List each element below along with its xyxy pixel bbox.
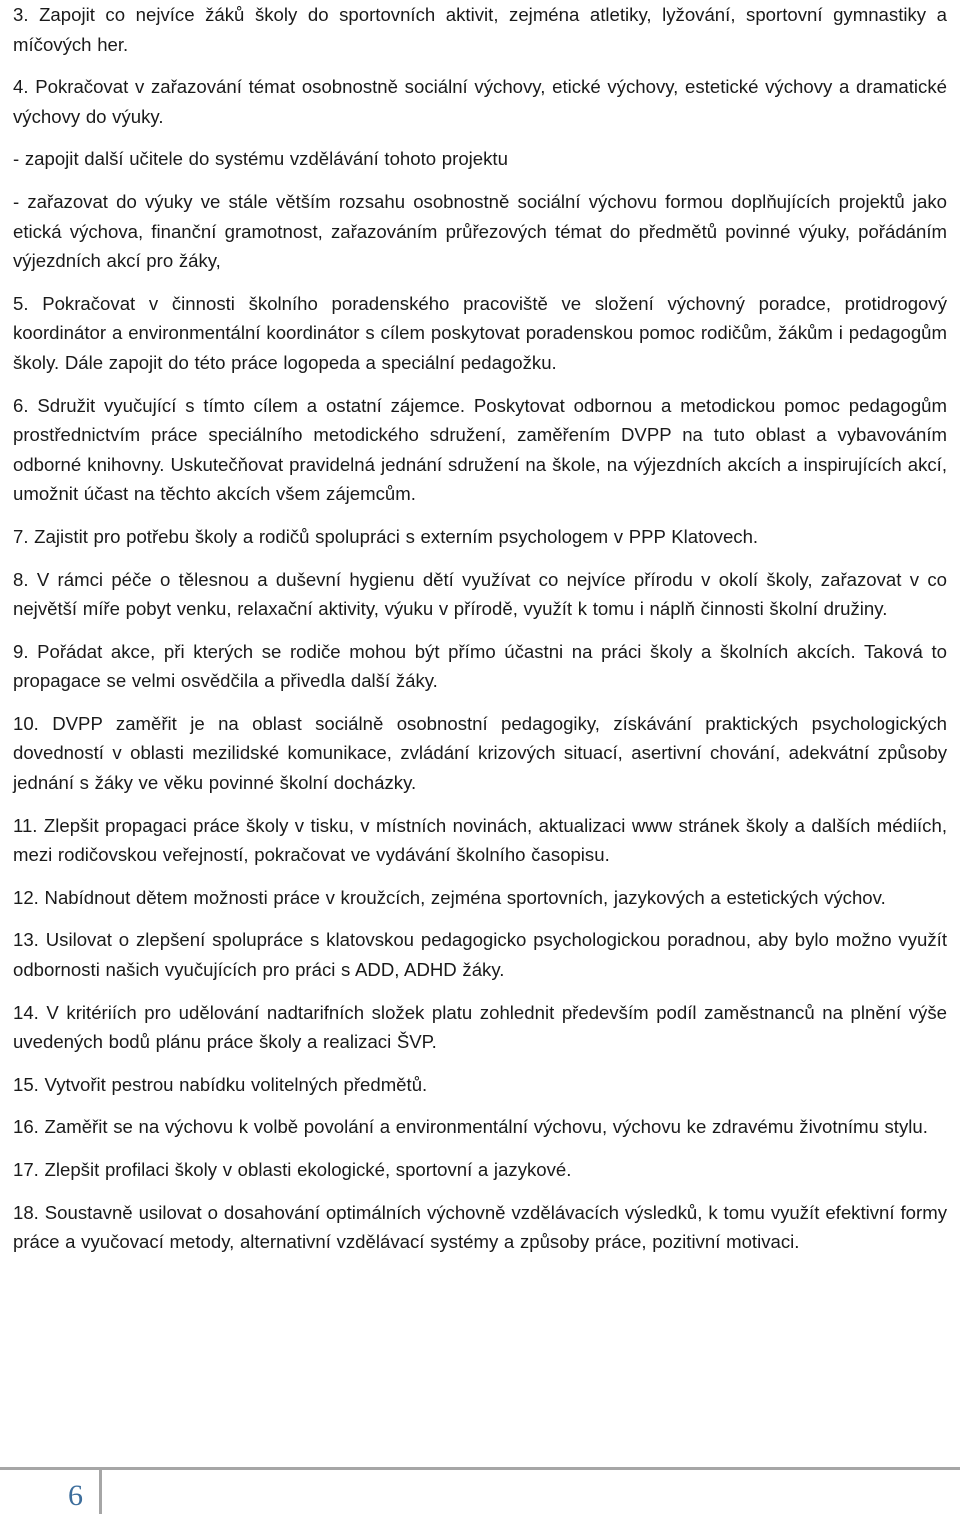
paragraph-item-7: 7. Zajistit pro potřebu školy a rodičů spolupráci s externím psychologem v PPP Klatovech. (13, 525, 759, 547)
paragraph-item-6: 6. Sdružit vyučující s tímto cílem a ostatní zájemce. Poskytovat odbornou a metodickou pomoc pedagogům prostřednictvím práce speciálního metodického sdružení, zaměřením DVPP na tuto oblast a vybavováním odborné knihovny. Uskutečňovat pravidelná jednání sdružení na škole, na výjezdních akcích a inspirujících akcí, umožnit účast na těchto akcích všem zájemcům. (13, 394, 947, 505)
paragraph-item-10: 10. DVPP zaměřit je na oblast sociálně osobnostní pedagogiky, získávání praktických psychologických dovedností v oblasti mezilidské komunikace, zvládání krizových situací, asertivní chování, adekvátní způsoby jednání s žáky ve věku povinné školní docházky. (13, 712, 947, 794)
paragraph-item-16: 16. Zaměřit se na výchovu k volbě povolání a environmentální výchovu, výchovu ke zdravému životnímu stylu. (13, 1116, 928, 1138)
document-body (13, 0, 947, 1257)
paragraph-item-11: 11. Zlepšit propagaci práce školy v tisku, v místních novinách, aktualizaci www stránek školy a dalších médiích, mezi rodičovskou veřejností, pokračovat ve vydávání školního časopisu. (13, 814, 947, 866)
page-number: 6 (68, 1479, 83, 1512)
page-number-divider (99, 1470, 102, 1514)
paragraph-item-15: 15. Vytvořit pestrou nabídku volitelných předmětů. (13, 1073, 428, 1095)
paragraph-item-4-sub-1: - zapojit další učitele do systému vzdělávání tohoto projektu (13, 148, 508, 170)
footer-divider (0, 1467, 960, 1470)
paragraph-item-14: 14. V kritériích pro udělování nadtarifních složek platu zohlednit především podíl zaměstnanců na plnění výše uvedených bodů plánu práce školy a realizaci ŠVP. (13, 1001, 947, 1053)
paragraph-item-4: 4. Pokračovat v zařazování témat osobnostně sociální výchovy, etické výchovy, estetické výchovy a dramatické výchovy do výuky. (13, 76, 947, 127)
paragraph-item-9: 9. Pořádat akce, při kterých se rodiče mohou být přímo účastni na práci školy a školních akcích. Taková to propagace se velmi osvědčila a přivedla další žáky. (13, 640, 947, 692)
paragraph-item-8: 8. V rámci péče o tělesnou a duševní hygienu dětí využívat co nejvíce přírodu v okolí školy, zařazovat v co největší míře pobyt venku, relaxační aktivity, výuku v přírodě, využít k tomu i náplň činnosti školní družiny. (13, 568, 947, 620)
paragraph-item-3: 3. Zapojit co nejvíce žáků školy do sportovních aktivit, zejména atletiky, lyžování, sportovní gymnastiky a míčových her. (13, 4, 947, 55)
paragraph-item-13: 13. Usilovat o zlepšení spolupráce s klatovskou pedagogicko psychologickou poradnou, aby bylo možno využít odbornosti našich vyučujících pro práci s ADD, ADHD žáky. (13, 929, 947, 981)
paragraph-item-18: 18. Soustavně usilovat o dosahování optimálních výchovně vzdělávacích výsledků, k tomu využít efektivní formy práce a vyučovací metody, alternativní vzdělávací systémy a způsoby práce, pozitivní motivaci. (13, 1201, 947, 1253)
paragraph-item-12: 12. Nabídnout dětem možnosti práce v kroužcích, zejména sportovních, jazykových a estetických výchov. (13, 886, 886, 908)
paragraph-item-5: 5. Pokračovat v činnosti školního poradenského pracoviště ve složení výchovný poradce, protidrogový koordinátor a environmentální koordinátor s cílem poskytovat poradenskou pomoc rodičům, žákům i pedagogům školy. Dále zapojit do této práce logopeda a speciální pedagožku. (13, 292, 947, 373)
paragraph-item-17: 17. Zlepšit profilaci školy v oblasti ekologické, sportovní a jazykové. (13, 1159, 572, 1180)
paragraph-item-4-sub-2: - zařazovat do výuky ve stále větším rozsahu osobnostně sociální výchovu formou doplňujících projektů jako etická výchova, finanční gramotnost, zařazováním průřezových témat do předmětů povinné výuky, pořádáním výjezdních akcí pro žáky, (13, 190, 947, 272)
